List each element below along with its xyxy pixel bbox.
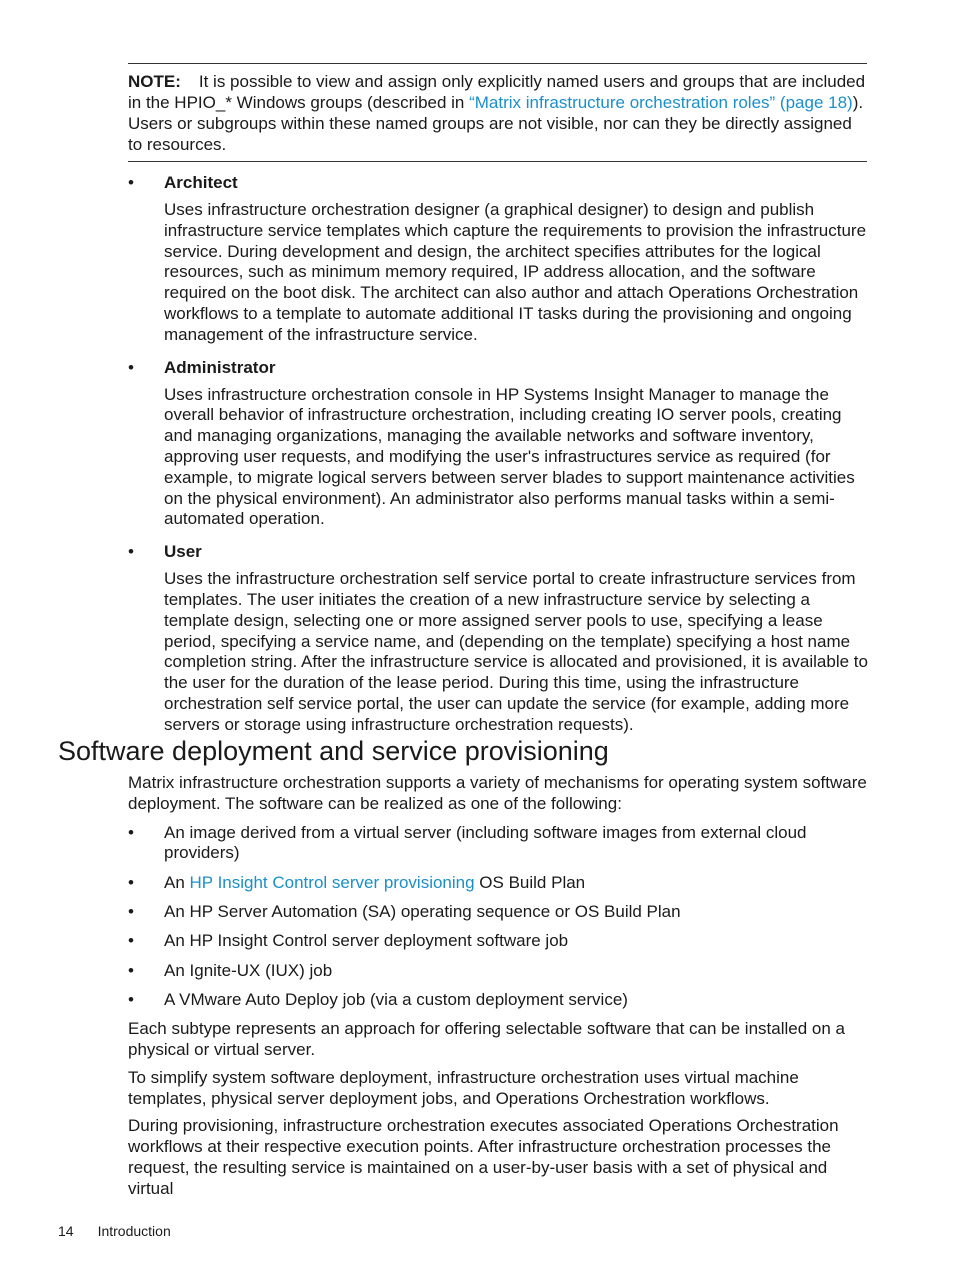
note-label: NOTE: (128, 72, 181, 91)
list-item (128, 990, 868, 1011)
subtype-paragraph: Each subtype represents an approach for offering selectable software that can be installed on a physical or virtual server. (128, 1019, 845, 1059)
list-item-text: An HP Server Automation (SA) operating sequence or OS Build Plan (164, 901, 681, 921)
role-description: Uses the infrastructure orchestration self service portal to create infrastructure services from templates. The user initiates the creation of a new infrastructure service by selecting a template design, selecting one or more assigned server pools to use, specifying a lease period, specifying a service name, and (depending on the template) specifying a host name completion string. After the infrastructure service is allocated and provisioned, it is available to the user for the duration of the lease period. During this time, using the infrastructure orchestration self service portal, the user can update the service (for example, adding more servers or storage using infrastructure orchestration requests). (164, 569, 868, 734)
note-text-before: It is possible to view and assign only explicitly named users and groups that are included in the HPIO_* Windows groups (described in (128, 72, 866, 112)
simplify-paragraph: To simplify system software deployment, infrastructure orchestration uses virtual machine templates, physical server deployment jobs, and Operations Orchestration workflows. (128, 1067, 799, 1108)
bullet-icon: • (128, 173, 134, 192)
deployment-options-list (128, 823, 868, 1011)
list-item (128, 931, 868, 952)
chapter-name: Introduction (97, 1223, 171, 1239)
section-intro: Matrix infrastructure orchestration supports a variety of mechanisms for operating system software deployment. The software can be realized as one of the following: (128, 773, 867, 813)
hp-insight-control-link[interactable]: HP Insight Control server provisioning (189, 872, 475, 892)
bullet-icon: • (128, 931, 134, 951)
role-description: Uses infrastructure orchestration console in HP Systems Insight Manager to manage the overall behavior of infrastructure orchestration, including creating IO server pools, creating and managing organizations, managing the available networks and software inventory, approving user requests, and modifying the user's infrastructures service as required (for example, to migrate logical servers between server blades to support maintenance activities on the physical environment). An administrator also performs manual tasks within a semi-automated operation. (164, 384, 855, 529)
list-item-text-post: OS Build Plan (474, 872, 586, 892)
section-body (128, 773, 868, 1207)
provisioning-paragraph: During provisioning, infrastructure orchestration executes associated Operations Orchestration workflows at their respective execution points. After infrastructure orchestration processes the request, the resulting service is maintained on a user-by-user basis with a set of physical and virtual (128, 1116, 839, 1198)
list-item (128, 902, 868, 923)
role-term: Architect (164, 173, 238, 192)
section-heading: Software deployment and service provisioning (58, 736, 609, 766)
role-administrator (128, 357, 868, 531)
list-item-text: An image derived from a virtual server (including software images from external cloud providers) (164, 822, 807, 863)
list-item-text-pre: An (164, 872, 190, 892)
note-box (128, 63, 867, 162)
role-description: Uses infrastructure orchestration designer (a graphical designer) to design and publish infrastructure service templates which capture the requirements to provision the infrastructure service. During development and design, the architect specifies attributes for the logical resources, such as minimum memory required, IP address allocation, and the software required on the boot disk. The architect can also author and attach Operations Orchestration workflows to a template to automate additional IT tasks during the provisioning and ongoing management of the infrastructure service. (164, 200, 867, 344)
bullet-icon: • (128, 542, 134, 562)
list-item-text: A VMware Auto Deploy job (via a custom deployment service) (164, 989, 628, 1009)
page-number: 14 (58, 1223, 74, 1239)
bullet-icon: • (128, 822, 134, 842)
list-item-text: An Ignite-UX (IUX) job (164, 960, 333, 980)
role-architect (128, 172, 868, 346)
bullet-icon: • (128, 989, 134, 1009)
list-item (128, 873, 868, 894)
list-item (128, 823, 868, 865)
list-item-text: An HP Insight Control server deployment software job (164, 931, 569, 951)
bullet-icon: • (128, 357, 134, 377)
bullet-icon: • (128, 901, 134, 921)
role-term: Administrator (164, 357, 276, 377)
note-cross-reference-link[interactable]: “Matrix infrastructure orchestration roles” (page 18) (469, 93, 853, 112)
role-user (128, 541, 868, 735)
list-item (128, 961, 868, 982)
role-term: User (164, 542, 202, 562)
roles-list (128, 172, 868, 747)
bullet-icon: • (128, 872, 134, 892)
note-text-after: ). Users or subgroups within these named groups are not visible, nor can they be directly assigned to resources. (128, 93, 864, 154)
bullet-icon: • (128, 960, 134, 980)
page-footer (58, 1222, 171, 1240)
note-paragraph (128, 71, 867, 155)
